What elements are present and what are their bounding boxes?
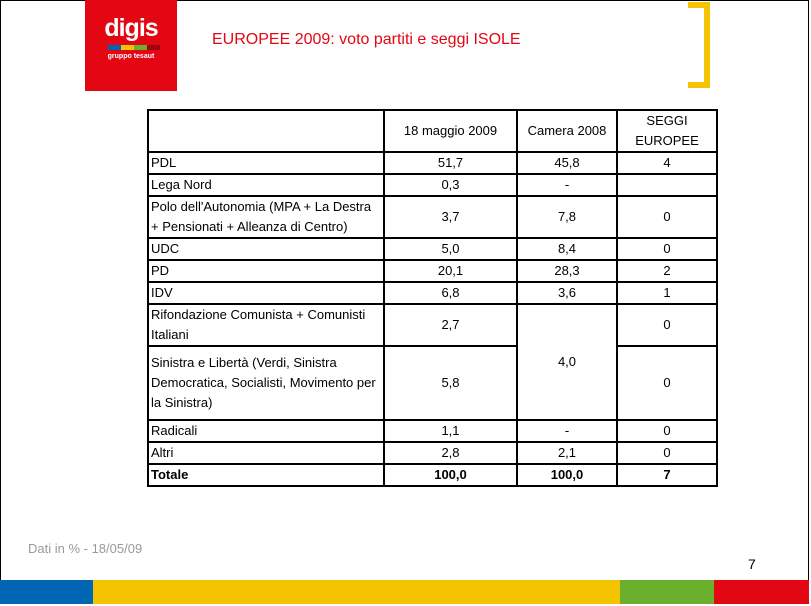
footnote: Dati in % - 18/05/09 [28,541,143,556]
value-camera2008: 8,4 [517,238,617,260]
digis-logo [85,0,177,91]
page-number: 7 [748,556,756,572]
value-seats: 0 [617,442,717,464]
party-name: Altri [148,442,384,464]
party-name: Lega Nord [148,174,384,196]
value-seats: 1 [617,282,717,304]
value-may2009: 2,8 [384,442,517,464]
total-may2009: 100,0 [384,464,517,486]
logo-color-stripe [108,45,160,50]
logo-subtitle: gruppo tesaut [107,53,155,60]
value-camera2008: 7,8 [517,196,617,238]
party-name: UDC [148,238,384,260]
party-name: Radicali [148,420,384,442]
table-row [148,442,717,464]
value-may2009: 3,7 [384,196,517,238]
bottom-color-bar [0,580,809,604]
results-table [147,109,718,487]
header-may2009: 18 maggio 2009 [384,110,517,152]
value-seats: 0 [617,238,717,260]
value-may2009: 51,7 [384,152,517,174]
value-seats: 0 [617,196,717,238]
party-name: PDL [148,152,384,174]
logo-brand-text: digis [104,14,158,42]
value-seats: 0 [617,346,717,420]
value-may2009: 5,0 [384,238,517,260]
table-row [148,196,717,238]
header-seats: SEGGI EUROPEE [617,110,717,152]
total-camera2008: 100,0 [517,464,617,486]
value-seats: 0 [617,420,717,442]
value-camera2008: 45,8 [517,152,617,174]
table-row [148,420,717,442]
total-seats: 7 [617,464,717,486]
yellow-bracket-decoration [688,2,710,88]
header-camera2008: Camera 2008 [517,110,617,152]
table-header-row [148,110,717,152]
value-may2009: 1,1 [384,420,517,442]
table-total-row [148,464,717,486]
value-camera2008: - [517,174,617,196]
value-may2009: 0,3 [384,174,517,196]
value-seats [617,174,717,196]
value-camera2008-merged: 4,0 [517,304,617,420]
value-seats: 2 [617,260,717,282]
party-name: IDV [148,282,384,304]
value-may2009: 6,8 [384,282,517,304]
party-name: Sinistra e Libertà (Verdi, Sinistra Democratica, Socialisti, Movimento per la Sinistra) [148,346,384,420]
value-seats: 0 [617,304,717,346]
value-seats: 4 [617,152,717,174]
slide-title: EUROPEE 2009: voto partiti e seggi ISOLE [212,31,521,48]
header-party [148,110,384,152]
table-row [148,260,717,282]
value-camera2008: - [517,420,617,442]
value-may2009: 5,8 [384,346,517,420]
table-row [148,282,717,304]
value-may2009: 2,7 [384,304,517,346]
value-camera2008: 2,1 [517,442,617,464]
party-name: PD [148,260,384,282]
value-camera2008: 28,3 [517,260,617,282]
party-name: Polo dell'Autonomia (MPA + La Destra + Pensionati + Alleanza di Centro) [148,196,384,238]
value-may2009: 20,1 [384,260,517,282]
table-row [148,152,717,174]
table-row [148,304,717,346]
party-name: Rifondazione Comunista + Comunisti Italiani [148,304,384,346]
table-row [148,238,717,260]
table-row [148,174,717,196]
table-row [148,346,717,420]
value-camera2008: 3,6 [517,282,617,304]
total-label: Totale [148,464,384,486]
